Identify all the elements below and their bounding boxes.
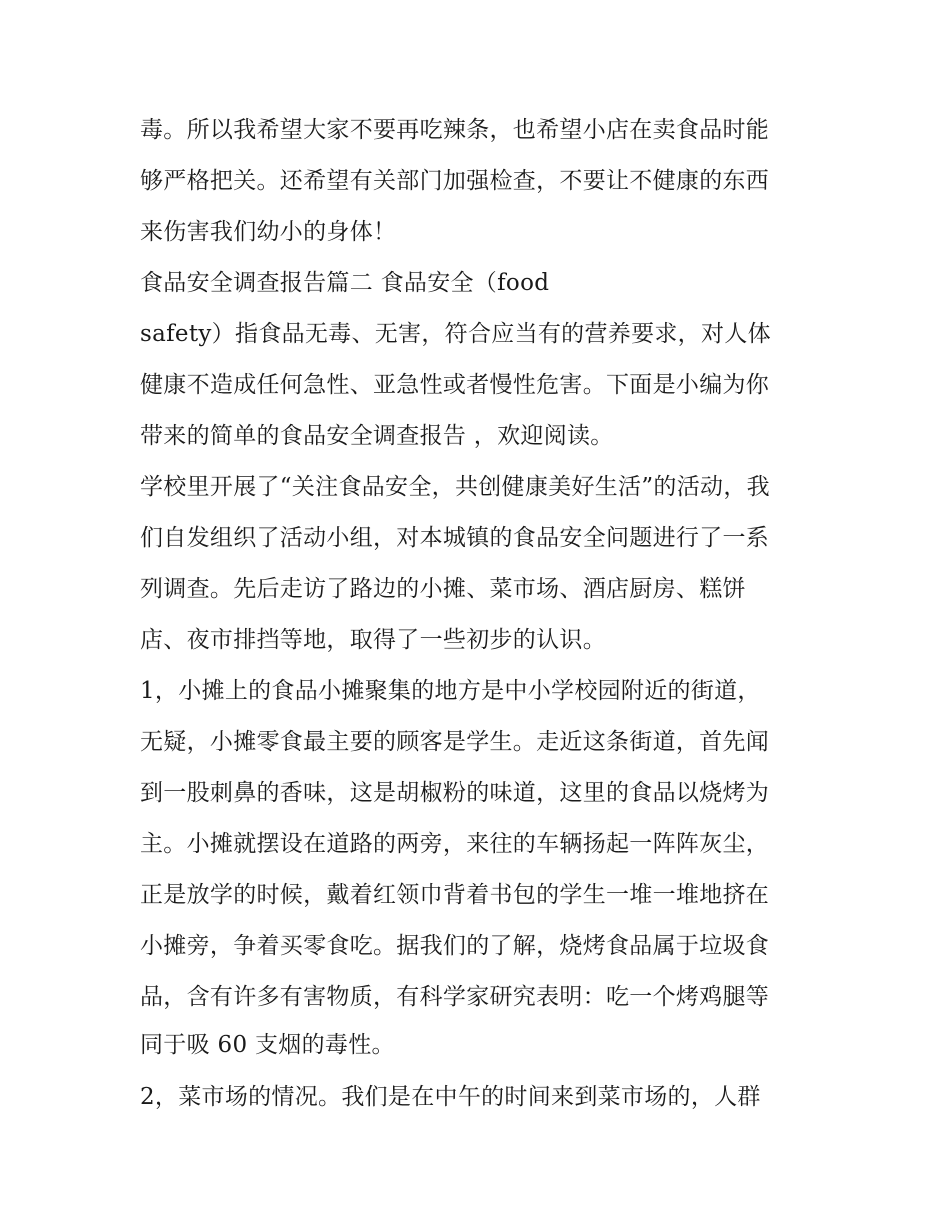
text-line: 列调查。先后走访了路边的小摊、菜市场、酒店厨房、糕饼	[140, 576, 746, 602]
text-line: 小摊旁，争着买零食吃。据我们的了解，烧烤食品属于垃圾食	[140, 933, 770, 959]
text-line: 同于吸 60 支烟的毒性。	[140, 1032, 395, 1058]
text-line: 1，小摊上的食品小摊聚集的地方是中小学校园附近的街道，	[140, 678, 761, 704]
text-line: 们自发组织了活动小组，对本城镇的食品安全问题进行了一系	[140, 525, 770, 551]
text-line: 学校里开展了“关注食品安全，共创健康美好生活”的活动，我	[140, 474, 770, 500]
text-line: 主。小摊就摆设在道路的两旁，来往的车辆扬起一阵阵灰尘，	[140, 831, 770, 857]
text-line: 店、夜市排挡等地，取得了一些初步的认识。	[140, 627, 606, 653]
text-line: 来伤害我们幼小的身体！	[140, 219, 397, 245]
text-line: 无疑，小摊零食最主要的顾客是学生。走近这条街道，首先闻	[140, 729, 770, 755]
text-line: 到一股刺鼻的香味，这是胡椒粉的味道，这里的食品以烧烤为	[140, 780, 770, 806]
text-line: 健康不造成任何急性、亚急性或者慢性危害。下面是小编为你	[140, 372, 770, 398]
text-line: 毒。所以我希望大家不要再吃辣条，也希望小店在卖食品时能	[140, 117, 770, 143]
text-line: 品，含有许多有害物质，有科学家研究表明：吃一个烤鸡腿等	[140, 984, 770, 1010]
section-heading-line: 食品安全调查报告篇二 食品安全（food	[140, 270, 550, 296]
text-line: 够严格把关。还希望有关部门加强检查，不要让不健康的东西	[140, 168, 770, 194]
text-line: safety）指食品无毒、无害，符合应当有的营养要求，对人体	[140, 321, 771, 347]
text-line: 2，菜市场的情况。我们是在中午的时间来到菜市场的，人群	[140, 1084, 761, 1110]
text-line: 带来的简单的食品安全调查报告 ，欢迎阅读。	[140, 423, 614, 449]
text-line: 正是放学的时候，戴着红领巾背着书包的学生一堆一堆地挤在	[140, 882, 770, 908]
